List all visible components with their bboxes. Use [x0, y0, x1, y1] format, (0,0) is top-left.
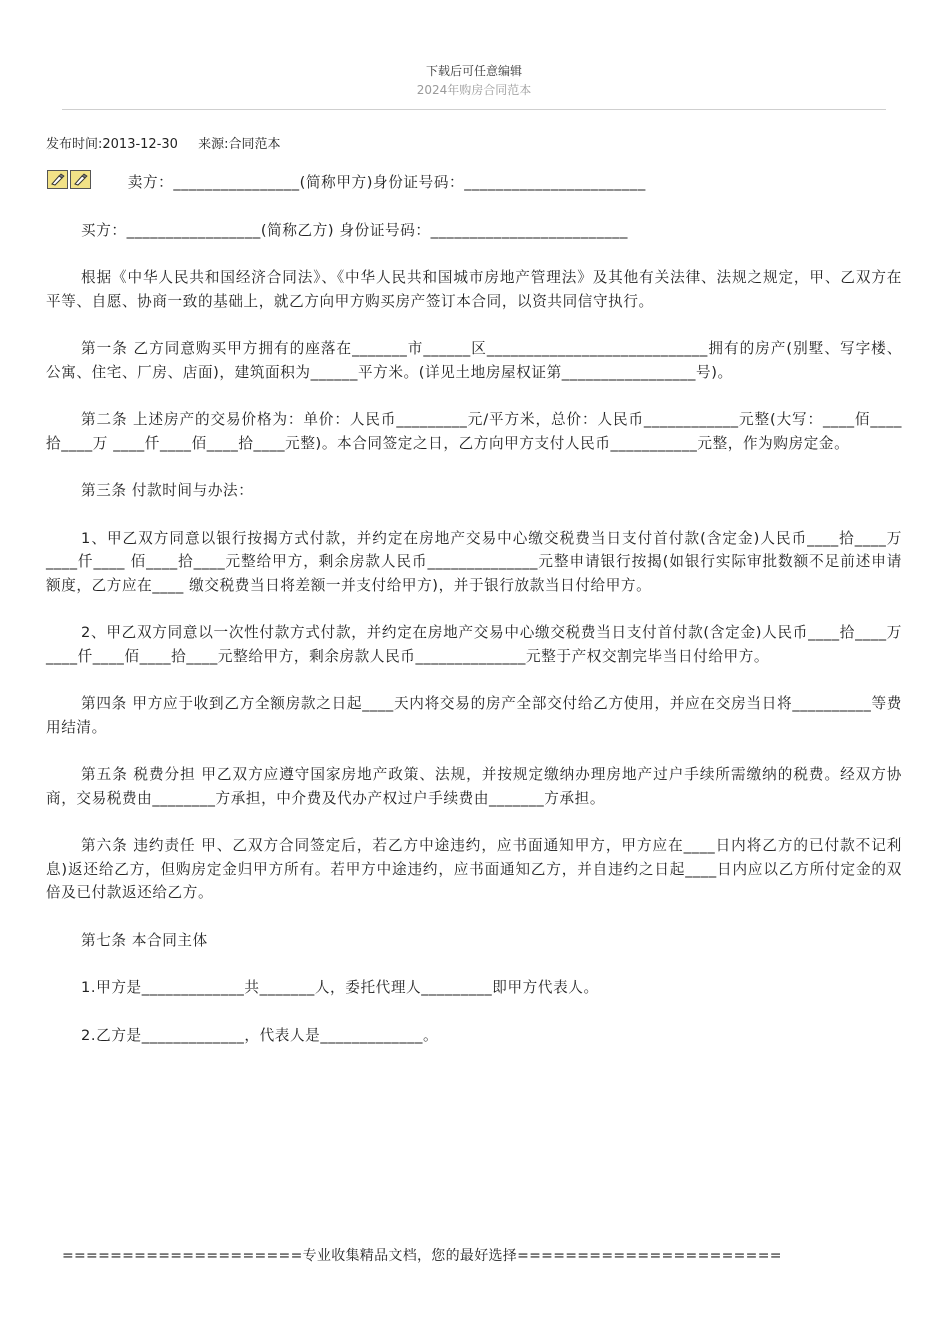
publish-meta — [46, 133, 280, 152]
contract-body — [46, 171, 902, 1071]
document-title: 2024年购房合同范本 — [416, 83, 532, 97]
party-a-line: 1.甲方是_____________共_______人，委托代理人_________即甲方代表人。 — [81, 979, 599, 996]
article-5: 第五条 税费分担 甲乙双方应遵守国家房地产政策、法规，并按规定缴纳办理房地产过户手续所需缴纳的税费。经双方协商，交易税费由________方承担，中介费及代办产权过户手续费由_______方承担。 — [46, 766, 902, 807]
article-2: 第二条 上述房产的交易价格为：单价：人民币_________元/平方米，总价：人民币____________元整(大写：____佰____拾____万 ____仟____佰____拾____元整)。本合同签定之日，乙方向甲方支付人民币___________元整，作为购房定金。 — [46, 411, 902, 452]
article-3-heading: 第三条 付款时间与办法： — [81, 482, 254, 499]
article-6: 第六条 违约责任 甲、乙双方合同签定后，若乙方中途违约，应书面通知甲方，甲方应在____日内将乙方的已付款不记利息)返还给乙方，但购房定金归甲方所有。若甲方中途违约，应书面通知乙方，并自违约之日起____日内应以乙方所付定金的双倍及已付款返还给乙方。 — [46, 837, 902, 901]
header-note: 下载后可任意编辑 — [425, 64, 522, 78]
party-b-line: 2.乙方是_____________，代表人是_____________。 — [81, 1026, 439, 1044]
article-3-clause-1: 1、甲乙双方同意以银行按揭方式付款，并约定在房地产交易中心缴交税费当日支付首付款(含定金)人民币____拾____万____仟____ 佰____拾____元整给甲方，剩余房款人民币______________元整申请银行按揭(如银行实际审批数额不足前述申请额度，乙方应在____ 缴交税费当日将差额一并支付给甲方)，并于银行放款当日付给甲方。 — [46, 529, 902, 594]
page-header — [62, 62, 886, 110]
buyer-line: 买方：_________________(简称乙方) 身份证号码：_________________________ — [81, 221, 629, 239]
header-divider — [62, 109, 886, 110]
article-1: 第一条 乙方同意购买甲方拥有的座落在_______市______区____________________________拥有的房产(别墅、写字楼、公寓、住宅、厂房、店面)，建筑面积为______平方米。(详见土地房屋权证第_________________号)。 — [46, 340, 902, 381]
article-3-clause-2: 2、甲乙双方同意以一次性付款方式付款，并约定在房地产交易中心缴交税费当日支付首付款(含定金)人民币____拾____万____仟____佰____拾____元整给甲方，剩余房款人民币______________元整于产权交割完毕当日付给甲方。 — [46, 624, 902, 665]
article-4: 第四条 甲方应于收到乙方全额房款之日起____天内将交易的房产全部交付给乙方使用，并应在交房当日将__________等费用结清。 — [46, 695, 902, 736]
footer-banner: ====================专业收集精品文档，您的最好选择====================== — [62, 1248, 782, 1264]
seller-line: 卖方：________________(简称甲方)身份证号码：_______________________ — [127, 174, 646, 191]
article-7-heading: 第七条 本合同主体 — [81, 931, 208, 949]
source-label: 来源:合同范本 — [198, 137, 281, 152]
preamble-paragraph: 根据《中华人民共和国经济合同法》、《中华人民共和国城市房地产管理法》及其他有关法律、法规之规定，甲、乙双方在平等、自愿、协商一致的基础上，就乙方向甲方购买房产签订本合同，以资共同信守执行。 — [46, 269, 902, 310]
publish-time: 发布时间:2013-12-30 — [46, 137, 178, 152]
